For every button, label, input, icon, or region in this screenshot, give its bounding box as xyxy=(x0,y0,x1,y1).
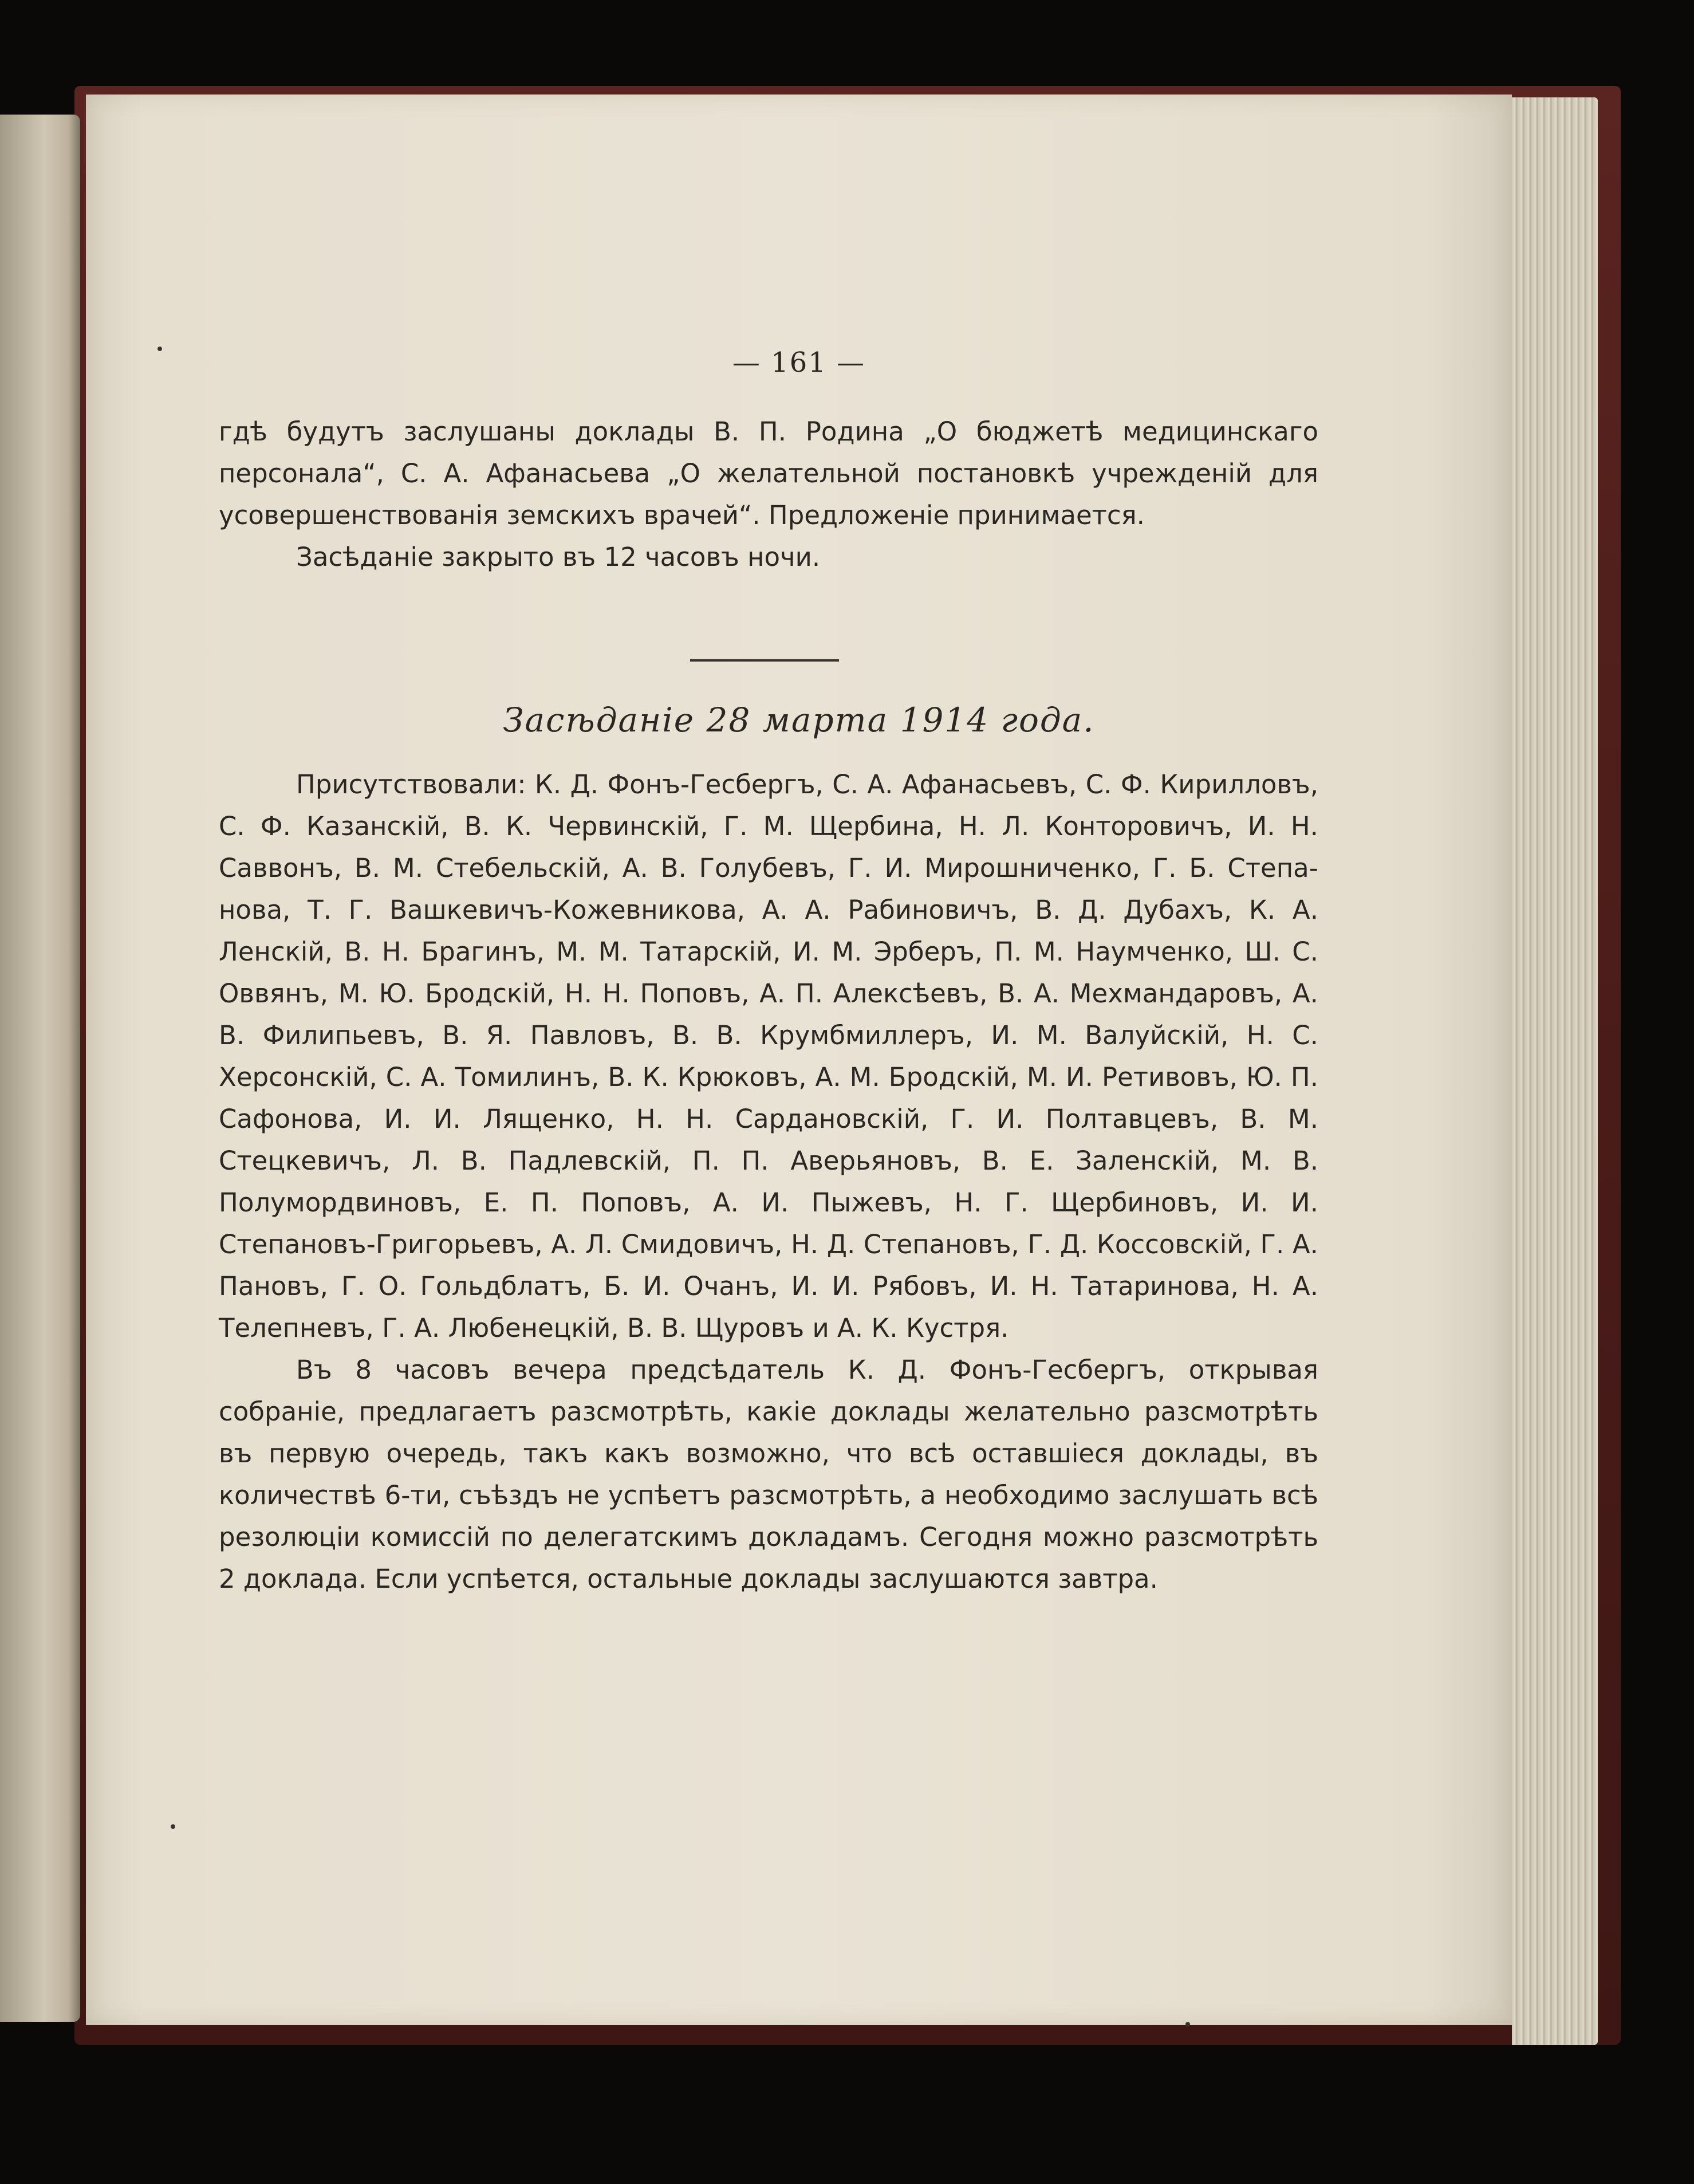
book-page xyxy=(86,95,1512,2025)
paper-speck xyxy=(1185,2022,1190,2026)
text-block-after-heading xyxy=(219,764,1318,1600)
paragraph-opening: Въ 8 часовъ вечера предсѣдатель К. Д. Фонъ-Гесбергъ, открывая собраніе, предлагаетъ разсмотрѣть, какіе доклады желательно разсмотрѣть въ первую очередь, такъ какъ возможно, что всѣ оставшіеся доклады, въ количествѣ 6-ти, съѣздъ не успѣетъ разсмотрѣть, а необходимо заслушать всѣ резолюціи комиссій по делегатскимъ докладамъ. Сегодня можно разсмотрѣть 2 доклада. Если успѣется, остальные доклады заслушаются завтра. xyxy=(219,1355,1318,1594)
paragraph-continued: гдѣ будутъ заслушаны доклады В. П. Родина „О бюджетѣ медицинскаго персонала“, С. А. Афанасьева „О желательной постановкѣ учрежденій для усовершенствованія земскихъ врачей“. Предложеніе принимается. xyxy=(219,416,1318,530)
paper-speck xyxy=(171,1824,175,1829)
left-page-edge xyxy=(0,115,80,2022)
page-stack-edge xyxy=(1512,97,1598,2045)
paragraph-session-closed: Засѣданіе закрыто въ 12 часовъ ночи. xyxy=(296,542,821,572)
section-divider xyxy=(690,659,839,662)
paper-speck xyxy=(157,347,162,351)
page-number: — 161 — xyxy=(732,347,866,379)
section-heading: Засѣданіе 28 марта 1914 года. xyxy=(503,701,1095,739)
text-block-before-heading xyxy=(219,411,1318,578)
paragraph-attendees: Присутствовали: К. Д. Фонъ-Гесбергъ, С. А. Афанасьевъ, С. Ф. Кирилловъ, С. Ф. Казанскій, В. К. Червинскій, Г. М. Щербина, Н. Л. Конторовичъ, И. Н. Саввонъ, В. М. Стебельскій, А. В. Голубевъ, Г. И. Мирошниченко, Г. Б. Степанова, Т. Г. Вашкевичъ-Кожевникова, А. А. Рабиновичъ, В. Д. Дубахъ, К. А. Ленскій, В. Н. Брагинъ, М. М. Татарскій, И. М. Эрберъ, П. М. Наумченко, Ш. С. Оввянъ, М. Ю. Бродскій, Н. Н. Поповъ, А. П. Алексѣевъ, В. А. Мехмандаровъ, А. В. Филипьевъ, В. Я. Павловъ, В. В. Крумбмиллеръ, И. М. Валуйскій, Н. С. Херсонскій, С. А. Томилинъ, В. К. Крюковъ, А. М. Бродскій, М. И. Ретивовъ, Ю. П. Сафонова, И. И. Лященко, Н. Н. Сардановскій, Г. И. Полтавцевъ, В. М. Стецкевичъ, Л. В. Падлевскій, П. П. Аверьяновъ, В. Е. Заленскій, М. В. Полумордвиновъ, Е. П. Поповъ, А. И. Пыжевъ, Н. Г. Щербиновъ, И. И. Степановъ-Григорьевъ, А. Л. Смидовичъ, Н. Д. Степановъ, Г. Д. Коссовскій, Г. А. Пановъ, Г. О. Гольдблатъ, Б. И. Очанъ, И. И. Рябовъ, И. Н. Татаринова, Н. А. Телепневъ, Г. А. Любенецкій, В. В. Щуровъ и А. К. Кустря. xyxy=(219,769,1318,1343)
